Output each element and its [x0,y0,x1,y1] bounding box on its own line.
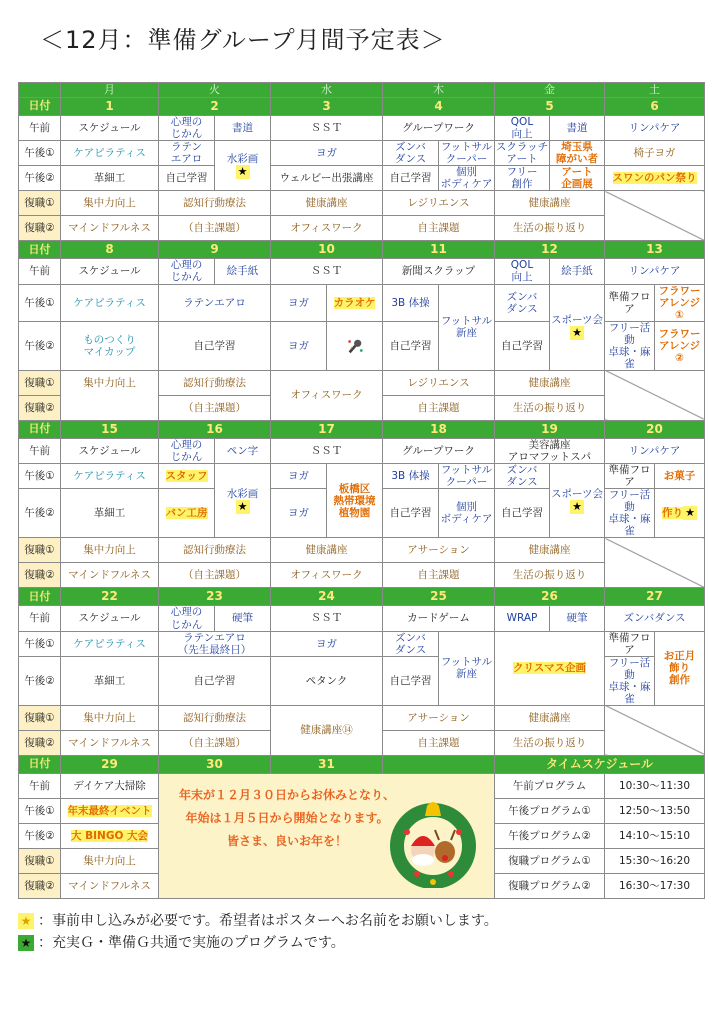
star-icon: ★ [236,500,250,514]
star-icon: ★ [683,506,697,520]
week2-date-row [19,241,705,259]
program-cell: 自己学習 [383,321,439,370]
program-cell: レジリエンス [383,370,495,395]
program-cell: ペン字 [215,438,271,463]
weekday-thu: 木 [383,83,495,98]
fuk2-label: 復職② [19,730,61,755]
program-cell: 健康講座 [495,370,605,395]
date-cell: 23 [159,588,271,606]
program-cell: 板橋区 熱帯環境 植物園 [327,464,383,538]
timetable-program: 午前プログラム [495,773,605,798]
program-cell: ＳＳＴ [271,606,383,631]
program-cell: 書道 [215,116,271,141]
weekday-mon: 月 [61,83,159,98]
program-cell: ヨガ [271,141,383,166]
program-cell: 自主課題 [383,395,495,420]
program-cell: 硬筆 [550,606,605,631]
program-cell: お正月 飾り 創作 [655,631,705,705]
week3-date-row [19,420,705,438]
program-cell: 自己学習 [383,489,439,538]
new-year-message [159,773,495,898]
program-cell: ズンバ ダンス [495,464,550,489]
program-cell: （自主課題） [159,216,271,241]
program-cell: ヨガ [271,284,327,321]
program-cell: 自己学習 [383,656,439,705]
am-label: 午前 [19,606,61,631]
program-cell: ラテンエアロ [159,284,271,321]
fuk1-label: 復職① [19,370,61,395]
program-cell: （自主課題） [159,395,271,420]
date-cell: 11 [383,241,495,259]
program-cell: スタッフ [159,464,215,489]
fuk2-label: 復職② [19,395,61,420]
fuk1-label: 復職① [19,848,61,873]
week1-date-row [19,98,705,116]
program-cell: 認知行動療法 [159,538,271,563]
program-cell: 水彩画 ★ [215,141,271,191]
timetable-time: 14:10～15:10 [605,823,705,848]
program-cell: 認知行動療法 [159,370,271,395]
program-cell: 革細工 [61,656,159,705]
date-label: 日付 [19,755,61,773]
date-cell: 29 [61,755,159,773]
program-cell: 椅子ヨガ [605,141,705,166]
christmas-wreath-icon [387,796,479,888]
program-cell: ケアピラティス [61,631,159,656]
date-cell: 17 [271,420,383,438]
program-cell: 集中力向上 [61,705,159,730]
timetable-program: 午後プログラム② [495,823,605,848]
message-line: 年末が１２月３０日からお休みとなり、 [179,787,396,802]
program-cell: 健康講座 [271,538,383,563]
program-cell: 心理の じかん [159,606,215,631]
program-cell: 認知行動療法 [159,191,271,216]
program-cell: 準備フロア [605,284,655,321]
program-cell: ケアピラティス [61,284,159,321]
date-cell: 4 [383,98,495,116]
date-cell: 9 [159,241,271,259]
program-cell: マインドフルネス [61,730,159,755]
legend-shared-program: ★ ：充実Ｇ・準備Ｇ共通で実施のプログラムです。 [18,932,345,952]
program-cell: 自己学習 [159,656,271,705]
program-cell: ケアピラティス [61,464,159,489]
message-line: 皆さま、良いお年を！ [227,833,348,848]
program-cell: 健康講座 [271,191,383,216]
program-cell: 年末最終イベント [61,798,159,823]
weekday-sat: 土 [605,83,705,98]
program-cell: カラオケ [327,284,383,321]
program-cell: スクラッチ アート [495,141,549,166]
program-cell: ヨガ [271,464,327,489]
date-cell: 10 [271,241,383,259]
am-label: 午前 [19,259,61,284]
program-cell: 革細工 [61,166,159,191]
microphone-icon [346,337,364,355]
program-cell: 革細工 [61,489,159,538]
program-cell: マインドフルネス [61,563,159,588]
timetable-program: 午後プログラム① [495,798,605,823]
date-label: 日付 [19,588,61,606]
program-cell: 生活の振り返り [495,216,605,241]
program-cell: QOL 向上 [495,259,550,284]
program-cell: スケジュール [61,116,159,141]
pm2-label: 午後② [19,823,61,848]
program-cell: 集中力向上 [61,370,159,420]
date-cell: 30 [159,755,271,773]
program-cell: 作り ★ [655,489,705,538]
pm2-label: 午後② [19,166,61,191]
program-cell: 新聞スクラップ [383,259,495,284]
program-cell: オフィスワーク [271,370,383,420]
program-cell: フラワー アレンジ① [655,284,705,321]
program-cell: フットサル クーパー [439,464,495,489]
timetable-header: タイムスケジュール [495,755,705,773]
fuk1-label: 復職① [19,705,61,730]
pm1-label: 午後① [19,464,61,489]
program-cell: クリスマス企画 [495,631,605,705]
week5-date-row [19,755,705,773]
program-cell: 集中力向上 [61,848,159,873]
page-title: ＜12月：準備グループ月間予定表＞ [40,26,446,54]
program-cell: ズンバダンス [605,606,705,631]
empty-cell [605,705,705,755]
pm2-label: 午後② [19,321,61,370]
program-cell: ラテンエアロ （先生最終日） [159,631,271,656]
schedule-table [18,82,705,899]
program-cell: 生活の振り返り [495,395,605,420]
program-cell: フリー 創作 [495,166,550,191]
weekday-tue: 火 [159,83,271,98]
program-cell: 絵手紙 [215,259,271,284]
star-icon: ★ [570,326,584,340]
program-cell: 硬筆 [215,606,271,631]
program-cell: スワンのパン祭り [605,166,705,191]
date-cell: 19 [495,420,605,438]
program-cell: フットサル 新座 [439,284,495,370]
program-cell: リンパケア [605,116,705,141]
date-cell: 31 [271,755,383,773]
program-cell: ペタンク [271,656,383,705]
program-cell: 準備フロア [605,631,655,656]
program-cell: ヨガ [271,631,383,656]
program-cell: マインドフルネス [61,216,159,241]
program-cell: スケジュール [61,438,159,463]
program-cell: 健康講座 [495,705,605,730]
microphone-icon [327,321,383,370]
fuk2-label: 復職② [19,873,61,898]
program-cell: ＳＳＴ [271,259,383,284]
pm1-label: 午後① [19,284,61,321]
program-cell: フットサル クーパー [439,141,495,166]
message-line: 年始は１月５日から開始となります。 [185,810,389,825]
weekday-wed: 水 [271,83,383,98]
star-icon: ★ [570,500,584,514]
am-label: 午前 [19,116,61,141]
program-cell: リンパケア [605,438,705,463]
program-cell: 心理の じかん [159,438,215,463]
date-cell: 22 [61,588,159,606]
program-cell: 書道 [550,116,605,141]
program-cell: （自主課題） [159,563,271,588]
program-cell: 自主課題 [383,563,495,588]
program-cell: アート 企画展 [550,166,605,191]
date-cell: 3 [271,98,383,116]
program-cell: ものつくり マイカップ [61,321,159,370]
fuk1-label: 復職① [19,191,61,216]
timetable-time: 15:30～16:20 [605,848,705,873]
program-cell: 絵手紙 [550,259,605,284]
program-cell: ＳＳＴ [271,438,383,463]
program-cell: ズンバ ダンス [383,141,439,166]
star-icon: ★ [236,165,250,179]
program-cell: 集中力向上 [61,538,159,563]
date-label: 日付 [19,98,61,116]
star-green-icon: ★ [18,935,34,951]
pm1-label: 午後① [19,141,61,166]
program-cell: 個別 ボディケア [439,166,495,191]
empty-cell [605,370,705,420]
program-cell: スポーツ会 ★ [550,464,605,538]
program-cell: グループワーク [383,438,495,463]
program-cell: 認知行動療法 [159,705,271,730]
program-cell: 集中力向上 [61,191,159,216]
fuk2-label: 復職② [19,216,61,241]
program-cell: 3B 体操 [383,464,439,489]
program-cell: ヨガ [271,489,327,538]
program-cell: 健康講座 [495,191,605,216]
date-cell: 20 [605,420,705,438]
pm1-label: 午後① [19,798,61,823]
program-cell: ケアピラティス [61,141,159,166]
program-cell: 生活の振り返り [495,730,605,755]
date-cell: 24 [271,588,383,606]
program-cell: （自主課題） [159,730,271,755]
program-cell: 自主課題 [383,216,495,241]
am-label: 午前 [19,438,61,463]
program-cell: 大 BINGO 大会 [61,823,159,848]
program-cell: アサーション [383,538,495,563]
program-cell: WRAP [495,606,550,631]
program-cell: 生活の振り返り [495,563,605,588]
date-cell: 13 [605,241,705,259]
legend-advance-signup: ★ ：事前申し込みが必要です。希望者はポスターへお名前をお願いします。 [18,910,498,930]
program-cell: 自己学習 [159,166,215,191]
program-cell: 埼玉県 障がい者 [550,141,605,166]
empty-cell [605,191,705,241]
program-cell: 健康講座⑭ [271,705,383,755]
fuk1-label: 復職① [19,538,61,563]
program-cell: お菓子 [655,464,705,489]
program-cell: 準備フロア [605,464,655,489]
program-cell: ヨガ [271,321,327,370]
weekday-fri: 金 [495,83,605,98]
program-cell: フットサル 新座 [439,631,495,705]
date-cell: 6 [605,98,705,116]
date-cell: 16 [159,420,271,438]
program-cell: 自己学習 [495,321,550,370]
empty-cell [605,538,705,588]
program-cell: バン工房 [159,489,215,538]
pm2-label: 午後② [19,489,61,538]
date-cell: 26 [495,588,605,606]
date-cell: 5 [495,98,605,116]
program-cell: フラワー アレンジ② [655,321,705,370]
program-cell: 自己学習 [383,166,439,191]
date-cell: 1 [61,98,159,116]
program-cell: カードゲーム [383,606,495,631]
program-cell: 自己学習 [495,489,550,538]
date-cell: 25 [383,588,495,606]
program-cell: ウェルビー出張講座 [271,166,383,191]
program-cell: 心理の じかん [159,116,215,141]
program-cell: 自主課題 [383,730,495,755]
program-cell: ズンバ ダンス [383,631,439,656]
program-cell: スポーツ会 ★ [550,284,605,370]
program-cell: レジリエンス [383,191,495,216]
program-cell: グループワーク [383,116,495,141]
date-cell: 18 [383,420,495,438]
timetable-time: 10:30～11:30 [605,773,705,798]
program-cell: ラテン エアロ [159,141,215,166]
date-cell: 27 [605,588,705,606]
timetable-program: 復職プログラム② [495,873,605,898]
program-cell: アサーション [383,705,495,730]
timetable-time: 12:50～13:50 [605,798,705,823]
date-cell: 2 [159,98,271,116]
program-cell: オフィスワーク [271,216,383,241]
timetable-time: 16:30～17:30 [605,873,705,898]
program-cell: リンパケア [605,259,705,284]
fuk2-label: 復職② [19,563,61,588]
pm1-label: 午後① [19,631,61,656]
star-yellow-icon: ★ [18,913,34,929]
program-cell: マインドフルネス [61,873,159,898]
program-cell: 水彩画 ★ [215,464,271,538]
program-cell: 美容講座 アロマフットスパ [495,438,605,463]
timetable-program: 復職プログラム① [495,848,605,873]
week4-date-row [19,588,705,606]
program-cell: ＳＳＴ [271,116,383,141]
program-cell: デイケア大掃除 [61,773,159,798]
program-cell: 健康講座 [495,538,605,563]
program-cell: オフィスワーク [271,563,383,588]
program-cell: 3B 体操 [383,284,439,321]
date-cell: 8 [61,241,159,259]
weekday-header-row [19,83,705,98]
date-cell: 12 [495,241,605,259]
program-cell: 自己学習 [159,321,271,370]
date-label: 日付 [19,420,61,438]
program-cell: QOL 向上 [495,116,550,141]
program-cell: フリー活動 卓球・麻雀 [605,321,655,370]
program-cell: スケジュール [61,606,159,631]
program-cell: 個別 ボディケア [439,489,495,538]
pm2-label: 午後② [19,656,61,705]
date-label: 日付 [19,241,61,259]
program-cell: スケジュール [61,259,159,284]
date-cell: 15 [61,420,159,438]
program-cell: フリー活動 卓球・麻雀 [605,489,655,538]
program-cell: フリー活動 卓球・麻雀 [605,656,655,705]
program-cell: 心理の じかん [159,259,215,284]
program-cell: ズンバ ダンス [495,284,550,321]
am-label: 午前 [19,773,61,798]
